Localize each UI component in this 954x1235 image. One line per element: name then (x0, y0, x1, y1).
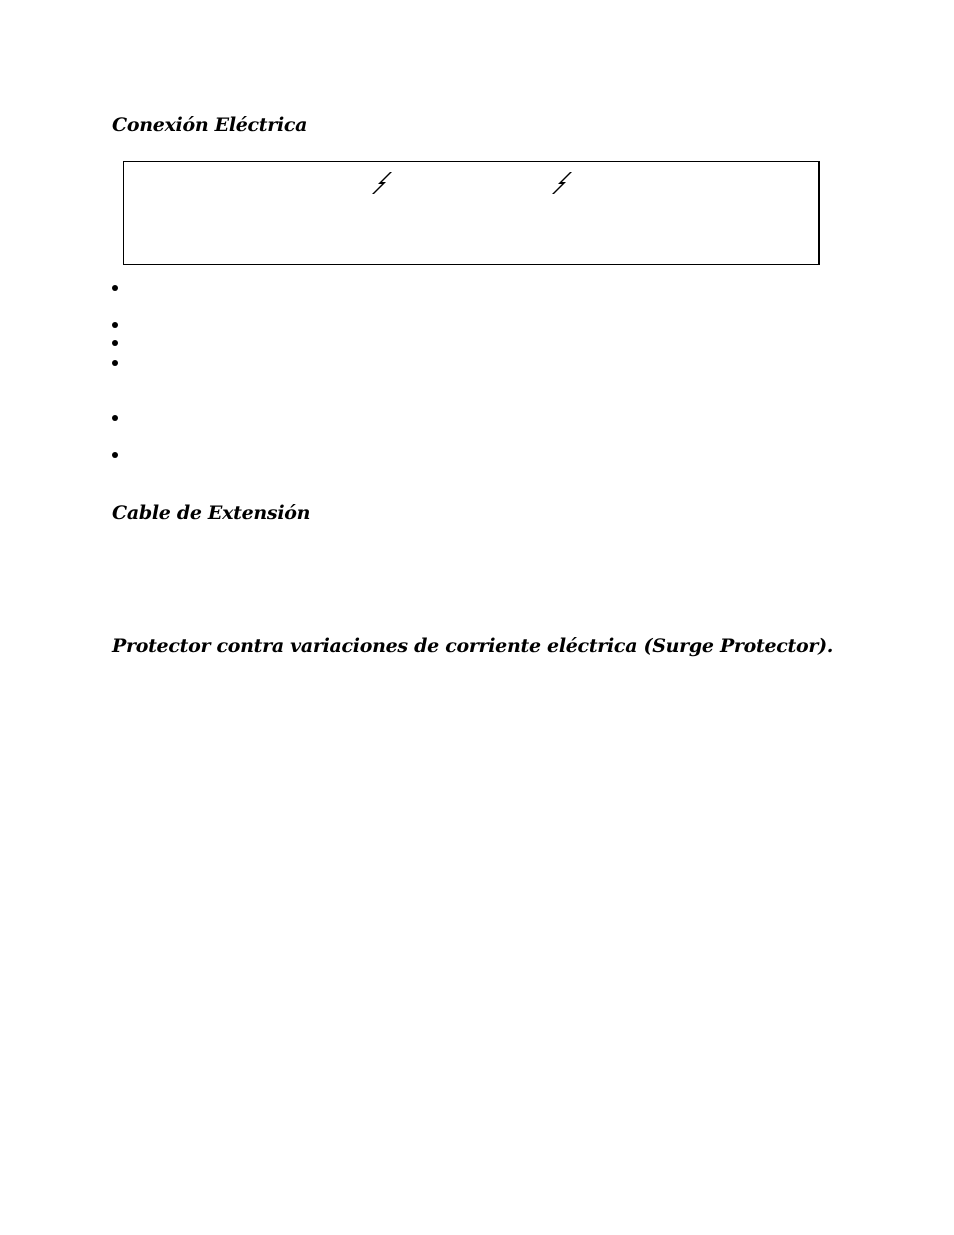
warning-box (123, 161, 820, 265)
lightning-bolt-icon (550, 171, 572, 195)
section-heading-surge-protector: Protector contra variaciones de corriente eléctrica (Surge Protector). (112, 635, 834, 657)
list-bullet (112, 285, 118, 291)
section-heading-electrical-connection: Conexión Eléctrica (112, 114, 308, 136)
list-bullet (112, 340, 118, 346)
lightning-bolt-icon (370, 171, 392, 195)
section-heading-extension-cord: Cable de Extensión (112, 502, 311, 524)
list-bullet (112, 360, 118, 366)
list-bullet (112, 452, 118, 458)
list-bullet (112, 322, 118, 328)
list-bullet (112, 415, 118, 421)
